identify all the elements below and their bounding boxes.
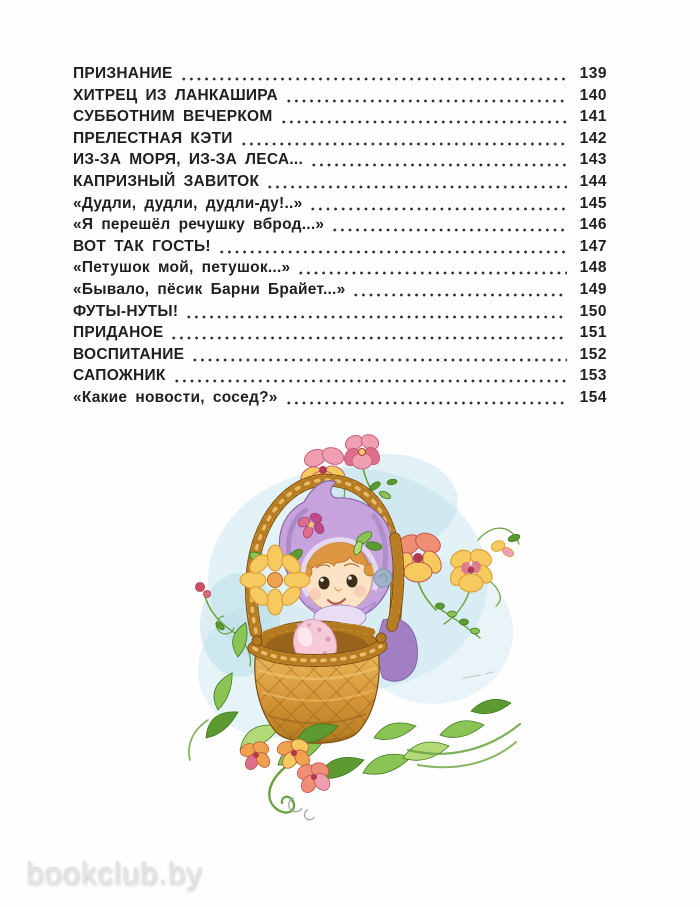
- toc-entry: [73, 365, 607, 387]
- toc-entry: [73, 236, 607, 258]
- toc-entry-title: ПРИЗНАНИЕ: [73, 65, 173, 82]
- toc-entry-page-number: 149: [579, 280, 607, 298]
- dotted-leader: [352, 279, 567, 301]
- toc-entry-title: «Я перешёл речушку вброд...»: [73, 216, 325, 234]
- dotted-leader: [185, 301, 567, 323]
- dotted-leader: [280, 106, 567, 128]
- toc-entry-page-number: 148: [579, 259, 607, 277]
- toc-entry: [73, 257, 607, 279]
- toc-entry: [73, 322, 607, 344]
- toc-entry: [73, 344, 607, 366]
- toc-entry-page-number: 151: [579, 324, 607, 342]
- toc-entry-title: ВОТ ТАК ГОСТЬ!: [73, 237, 211, 255]
- watermark-bookclub: bookclub.by: [26, 855, 203, 890]
- dotted-leader: [240, 128, 567, 150]
- toc-entry: [73, 193, 607, 215]
- dotted-leader: [266, 171, 567, 193]
- dotted-leader: [285, 387, 567, 409]
- dotted-leader: [310, 149, 567, 171]
- dotted-leader: [309, 193, 567, 215]
- toc-entry-page-number: 143: [579, 151, 607, 169]
- bonnet-rosette: [374, 569, 392, 587]
- toc-entry-page-number: 153: [579, 367, 607, 385]
- dotted-leader: [180, 63, 567, 85]
- toc-entry: [73, 106, 607, 128]
- toc-entry: [73, 128, 607, 150]
- toc-entry: [73, 214, 607, 236]
- toc-entry-title: «Петушок мой, петушок...»: [73, 259, 291, 277]
- toc-entry-page-number: 140: [579, 86, 607, 104]
- toc-entry-page-number: 144: [579, 172, 607, 190]
- toc-entry-page-number: 154: [579, 388, 607, 406]
- toc-entry: [73, 85, 607, 107]
- baby-eye-right: [347, 575, 358, 588]
- toc-entry: [73, 149, 607, 171]
- toc-entry-title: «Бывало, пёсик Барни Брайет...»: [73, 280, 346, 298]
- handle-right-leg: [392, 538, 399, 626]
- pansy-top-right: [341, 432, 382, 469]
- toc-entry-title: ПРИДАНОЕ: [73, 324, 164, 342]
- toc-entry-title: ХИТРЕЦ ИЗ ЛАНКАШИРА: [73, 86, 278, 104]
- toc-entry-title: «Дудли, дудли, дудли-ду!..»: [73, 194, 303, 212]
- toc-entry-page-number: 139: [579, 65, 607, 82]
- dotted-leader: [191, 344, 567, 366]
- toc-entry: [73, 63, 607, 85]
- toc-entry-page-number: 141: [579, 108, 607, 126]
- toc-entry: [73, 279, 607, 301]
- toc-entry-title: САПОЖНИК: [73, 367, 166, 385]
- toc-entry-page-number: 146: [579, 216, 607, 234]
- dotted-leader: [170, 322, 567, 344]
- toc-entry-page-number: 142: [579, 129, 607, 147]
- toc-entry-page-number: 147: [579, 237, 607, 255]
- dotted-leader: [218, 236, 567, 258]
- table-of-contents: [73, 63, 607, 409]
- toc-entry: [73, 387, 607, 409]
- dotted-leader: [331, 214, 567, 236]
- toc-entry-title: ФУТЫ-НУТЫ!: [73, 302, 179, 320]
- toc-entry-title: СУББОТНИМ ВЕЧЕРКОМ: [73, 108, 273, 126]
- toc-entry-title: ИЗ-ЗА МОРЯ, ИЗ-ЗА ЛЕСА...: [73, 151, 304, 169]
- toc-entry-page-number: 145: [579, 194, 607, 212]
- toc-entry: [73, 301, 607, 323]
- dotted-leader: [285, 85, 567, 107]
- toc-entry-title: «Какие новости, сосед?»: [73, 388, 278, 406]
- toc-entry: [73, 171, 607, 193]
- toc-entry-title: ПРЕЛЕСТНАЯ КЭТИ: [73, 129, 233, 147]
- baby-eye-left: [319, 577, 330, 590]
- toc-entry-title: КАПРИЗНЫЙ ЗАВИТОК: [73, 172, 260, 190]
- toc-entry-page-number: 152: [579, 345, 607, 363]
- illustration-baby-in-basket: [178, 420, 528, 840]
- dotted-leader: [297, 257, 567, 279]
- toc-entry-title: ВОСПИТАНИЕ: [73, 345, 185, 363]
- dotted-leader: [173, 365, 567, 387]
- toc-entry-page-number: 150: [579, 302, 607, 320]
